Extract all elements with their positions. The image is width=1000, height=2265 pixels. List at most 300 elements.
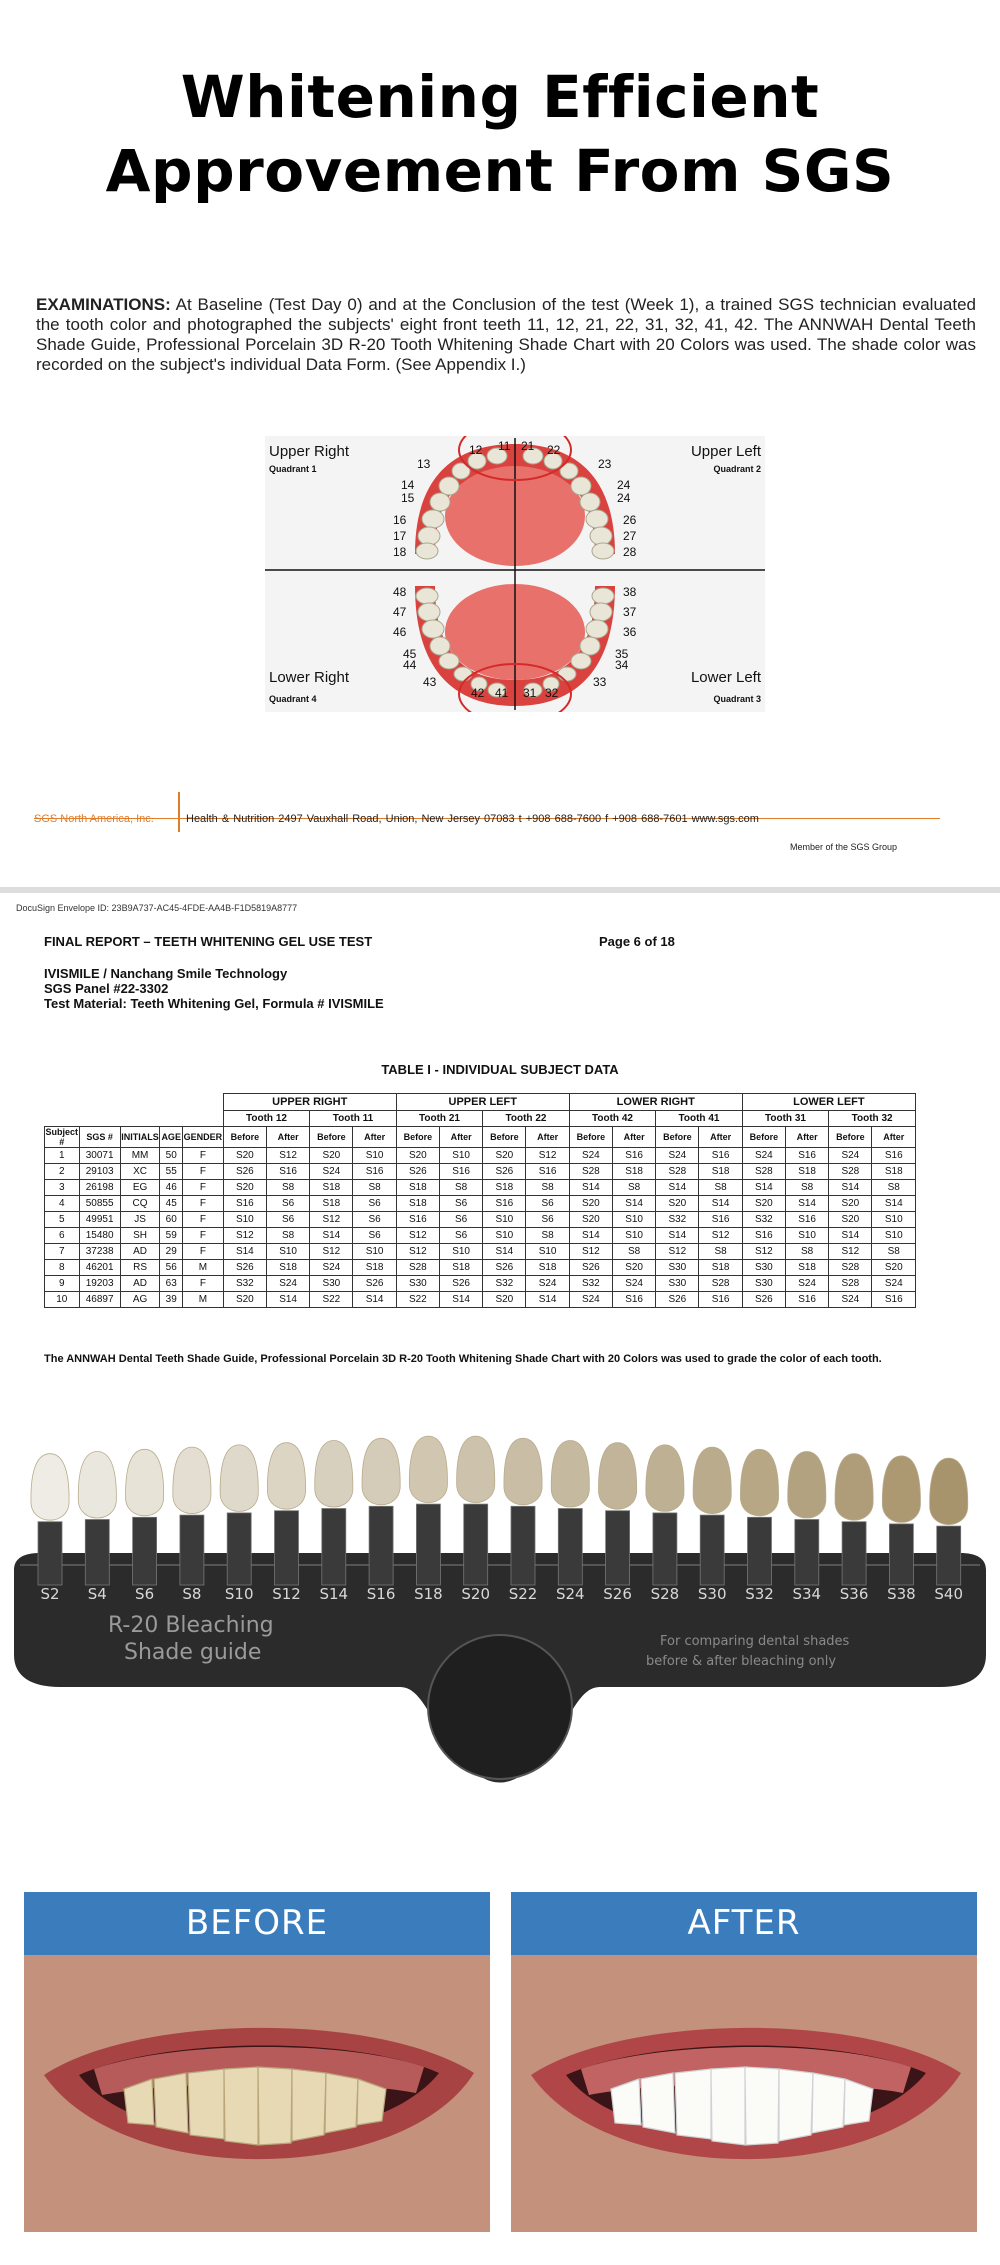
table-cell: S10 — [872, 1212, 916, 1228]
shade-tab-stem — [606, 1511, 630, 1585]
table-cell: JS — [120, 1212, 160, 1228]
shade-tab-stem — [38, 1522, 62, 1585]
shade-tooth — [740, 1449, 778, 1516]
tooth-number: 17 — [393, 529, 407, 543]
table-cell: S24 — [526, 1276, 569, 1292]
tooth-number: 38 — [623, 585, 637, 599]
table-cell: F — [183, 1276, 224, 1292]
table-cell: S24 — [569, 1292, 612, 1308]
table-cell: S12 — [396, 1244, 439, 1260]
shade-tooth — [267, 1443, 305, 1510]
page-separator — [0, 887, 1000, 893]
shade-tab-stem — [889, 1524, 913, 1585]
table-cell: S24 — [742, 1148, 785, 1164]
table-cell: S16 — [872, 1148, 916, 1164]
table-cell: 49951 — [79, 1212, 120, 1228]
table-cell: 6 — [45, 1228, 80, 1244]
table-cell: S6 — [526, 1212, 569, 1228]
table-head — [45, 1094, 916, 1148]
table-cell: S16 — [612, 1148, 655, 1164]
table-cell: S30 — [656, 1276, 699, 1292]
table-cell: 4 — [45, 1196, 80, 1212]
tooth-header: Tooth 42 — [569, 1111, 656, 1127]
table-row — [45, 1180, 916, 1196]
table-cell: S12 — [742, 1244, 785, 1260]
tooth-number: 21 — [521, 439, 535, 453]
table-cell: RS — [120, 1260, 160, 1276]
table-cell: S10 — [353, 1148, 396, 1164]
table-cell: S10 — [872, 1228, 916, 1244]
column-header-before: Before — [396, 1127, 439, 1148]
table-row — [45, 1212, 916, 1228]
table-cell: S20 — [742, 1196, 785, 1212]
table-cell: F — [183, 1148, 224, 1164]
shade-guide-title-line-2: Shade guide — [124, 1640, 262, 1665]
after-heading: AFTER — [511, 1892, 977, 1955]
shade-label: S4 — [87, 1585, 107, 1603]
tooth-number: 43 — [423, 675, 437, 689]
table-cell: S12 — [310, 1244, 353, 1260]
column-header-row — [45, 1127, 916, 1148]
column-header-after: After — [353, 1127, 396, 1148]
table-cell: S16 — [396, 1212, 439, 1228]
tooth-number: 16 — [393, 513, 407, 527]
table-cell: S20 — [483, 1292, 526, 1308]
tooth-header: Tooth 12 — [223, 1111, 310, 1127]
shade-tooth — [315, 1441, 353, 1508]
table-cell: S28 — [829, 1276, 872, 1292]
table-cell: S18 — [266, 1260, 309, 1276]
table-cell: S16 — [266, 1164, 309, 1180]
subject-data-table — [44, 1093, 916, 1308]
table-title: TABLE I - INDIVIDUAL SUBJECT DATA — [381, 1062, 619, 1077]
table-cell: S30 — [742, 1260, 785, 1276]
table-cell: S28 — [569, 1164, 612, 1180]
tooth-number: 28 — [623, 545, 637, 559]
headline-line-2: Approvement From SGS — [105, 137, 895, 205]
table-cell: S26 — [483, 1164, 526, 1180]
tooth-number: 26 — [623, 513, 637, 527]
column-header-after: After — [526, 1127, 569, 1148]
column-header-after: After — [872, 1127, 916, 1148]
tooth-number: 47 — [393, 605, 407, 619]
docusign-envelope-id: DocuSign Envelope ID: 23B9A737-AC45-4FDE-AA4B-F1D5819A8777 — [16, 903, 298, 913]
table-cell: S10 — [526, 1244, 569, 1260]
headline-line-1: Whitening Efficient — [180, 63, 820, 131]
table-cell: S14 — [656, 1228, 699, 1244]
table-cell: S14 — [353, 1292, 396, 1308]
quadrant-4-label: Quadrant 4 — [269, 694, 317, 704]
table-cell: 55 — [160, 1164, 183, 1180]
table-cell: S8 — [699, 1180, 742, 1196]
column-header: AGE — [160, 1127, 183, 1148]
table-cell: S6 — [353, 1228, 396, 1244]
table-cell: S16 — [699, 1148, 742, 1164]
table-cell: 29 — [160, 1244, 183, 1260]
table-cell: S10 — [483, 1212, 526, 1228]
table-cell: S16 — [439, 1164, 482, 1180]
column-header-after: After — [439, 1127, 482, 1148]
sgs-address: Health & Nutrition 2497 Vauxhall Road, Union, New Jersey 07083 t +908 688-7600 f +908 688-7601 www.sgs.com — [186, 813, 759, 825]
table-cell: S12 — [699, 1228, 742, 1244]
table-cell: S12 — [396, 1228, 439, 1244]
shade-tab-stem — [937, 1526, 961, 1585]
table-cell: 37238 — [79, 1244, 120, 1260]
table-cell: S18 — [699, 1260, 742, 1276]
table-cell: S8 — [785, 1180, 828, 1196]
table-row — [45, 1228, 916, 1244]
table-cell: S10 — [266, 1244, 309, 1260]
table-cell: AD — [120, 1276, 160, 1292]
table-cell: S24 — [829, 1148, 872, 1164]
table-cell: 15480 — [79, 1228, 120, 1244]
shade-tooth — [173, 1447, 211, 1514]
table-cell: M — [183, 1260, 224, 1276]
table-row — [45, 1164, 916, 1180]
table-cell: S8 — [699, 1244, 742, 1260]
table-row — [45, 1148, 916, 1164]
table-row — [45, 1196, 916, 1212]
table-cell: S18 — [699, 1164, 742, 1180]
table-cell: S30 — [310, 1276, 353, 1292]
table-cell: S12 — [656, 1244, 699, 1260]
table-cell: S14 — [310, 1228, 353, 1244]
table-cell: S8 — [353, 1180, 396, 1196]
table-cell: S24 — [310, 1164, 353, 1180]
table-cell: S22 — [396, 1292, 439, 1308]
table-cell: S8 — [266, 1180, 309, 1196]
table-cell: 59 — [160, 1228, 183, 1244]
table-cell: M — [183, 1292, 224, 1308]
table-cell: S26 — [223, 1164, 266, 1180]
table-cell: S10 — [612, 1212, 655, 1228]
table-cell: S16 — [699, 1292, 742, 1308]
footer-divider — [178, 792, 180, 832]
shade-label: S10 — [224, 1585, 254, 1603]
table-cell: 29103 — [79, 1164, 120, 1180]
tooth-header: Tooth 31 — [742, 1111, 829, 1127]
table-cell: S20 — [612, 1260, 655, 1276]
table-cell: S24 — [569, 1148, 612, 1164]
tooth-header: Tooth 11 — [310, 1111, 397, 1127]
table-cell: S24 — [310, 1260, 353, 1276]
table-cell: S12 — [223, 1228, 266, 1244]
shade-label: S12 — [272, 1585, 301, 1603]
table-cell: 19203 — [79, 1276, 120, 1292]
table-cell: S30 — [396, 1276, 439, 1292]
upper-left-label: Upper Left — [690, 443, 761, 460]
column-header-before: Before — [310, 1127, 353, 1148]
tooth-number: 24 — [617, 478, 631, 492]
table-cell: S20 — [310, 1148, 353, 1164]
table-footnote: The ANNWAH Dental Teeth Shade Guide, Professional Porcelain 3D R-20 Tooth Whitening Shade Chart with 20 Colors was used to grade the color of each tooth. — [44, 1353, 882, 1365]
table-cell: S10 — [439, 1244, 482, 1260]
table-cell: S12 — [266, 1148, 309, 1164]
shade-guide-note-line-2: before & after bleaching only — [646, 1654, 837, 1669]
table-cell: S12 — [569, 1244, 612, 1260]
tooth-number: 45 — [403, 647, 417, 661]
shade-tab-stem — [369, 1506, 393, 1585]
shade-tooth — [930, 1458, 968, 1525]
column-header: GENDER — [183, 1127, 224, 1148]
table-cell: S16 — [785, 1292, 828, 1308]
table-cell: 3 — [45, 1180, 80, 1196]
lower-right-label: Lower Right — [269, 669, 350, 686]
group-header-row — [45, 1094, 916, 1111]
column-header-before: Before — [656, 1127, 699, 1148]
table-cell: S8 — [612, 1180, 655, 1196]
table-cell: S26 — [439, 1276, 482, 1292]
tooth-quadrant-chart — [265, 436, 765, 712]
table-cell: S8 — [526, 1180, 569, 1196]
table-row — [45, 1292, 916, 1308]
table-cell: S18 — [353, 1260, 396, 1276]
sgs-member-note: Member of the SGS Group — [790, 842, 898, 852]
quadrant-2-label: Quadrant 2 — [713, 464, 761, 474]
table-cell: S24 — [872, 1276, 916, 1292]
table-cell: S20 — [656, 1196, 699, 1212]
table-cell: S6 — [439, 1196, 482, 1212]
shade-label: S24 — [555, 1585, 585, 1603]
tooth-header: Tooth 21 — [396, 1111, 483, 1127]
examinations-label: EXAMINATIONS: — [36, 295, 171, 314]
shade-label: S16 — [366, 1585, 396, 1603]
shade-label: S14 — [319, 1585, 349, 1603]
shade-tab-stem — [85, 1520, 109, 1586]
column-header: SGS # — [79, 1127, 120, 1148]
table-cell: 45 — [160, 1196, 183, 1212]
lower-left-label: Lower Left — [690, 669, 761, 686]
table-cell: S10 — [439, 1148, 482, 1164]
column-header-before: Before — [483, 1127, 526, 1148]
shade-label: S6 — [135, 1585, 155, 1603]
table-cell: S26 — [223, 1260, 266, 1276]
shade-tooth — [362, 1438, 400, 1505]
table-cell: S12 — [526, 1148, 569, 1164]
column-header-before: Before — [569, 1127, 612, 1148]
table-cell: 1 — [45, 1148, 80, 1164]
table-cell: S32 — [569, 1276, 612, 1292]
column-header-after: After — [612, 1127, 655, 1148]
shade-label: S26 — [603, 1585, 632, 1603]
tooth-number: 24 — [617, 491, 631, 505]
table-cell: 10 — [45, 1292, 80, 1308]
tooth-header-row — [45, 1111, 916, 1127]
table-cell: S26 — [396, 1164, 439, 1180]
table-cell: S18 — [310, 1180, 353, 1196]
table-cell: S20 — [569, 1196, 612, 1212]
tooth-number: 48 — [393, 585, 407, 599]
table-cell: S18 — [310, 1196, 353, 1212]
group-header: UPPER LEFT — [396, 1094, 569, 1111]
table-cell: F — [183, 1180, 224, 1196]
table-cell: S8 — [612, 1244, 655, 1260]
table-cell: S26 — [483, 1260, 526, 1276]
table-row — [45, 1244, 916, 1260]
table-cell: F — [183, 1244, 224, 1260]
shade-tooth — [220, 1445, 258, 1512]
shade-label: S40 — [934, 1585, 964, 1603]
table-cell: S16 — [526, 1164, 569, 1180]
table-cell: S24 — [612, 1276, 655, 1292]
table-cell: S14 — [699, 1196, 742, 1212]
shade-label: S38 — [887, 1585, 916, 1603]
table-cell: S8 — [785, 1244, 828, 1260]
table-cell: S20 — [223, 1292, 266, 1308]
table-cell: S16 — [353, 1164, 396, 1180]
table-cell: S6 — [266, 1196, 309, 1212]
column-header-before: Before — [223, 1127, 266, 1148]
before-heading: BEFORE — [24, 1892, 490, 1955]
table-cell: S6 — [353, 1196, 396, 1212]
table-cell: S28 — [699, 1276, 742, 1292]
table-cell: S6 — [439, 1212, 482, 1228]
table-cell: S26 — [353, 1276, 396, 1292]
table-cell: S20 — [829, 1212, 872, 1228]
tooth-number: 11 — [498, 439, 511, 453]
table-cell: 46 — [160, 1180, 183, 1196]
table-cell: S16 — [223, 1196, 266, 1212]
tooth-number: 34 — [615, 658, 629, 672]
shade-guide-title-line-1: R-20 Bleaching — [108, 1613, 274, 1638]
shade-tab-stem — [416, 1504, 440, 1585]
shade-tab-stem — [133, 1517, 157, 1585]
table-cell: S24 — [829, 1292, 872, 1308]
table-cell: S18 — [612, 1164, 655, 1180]
table-cell: S30 — [656, 1260, 699, 1276]
table-cell: S6 — [353, 1212, 396, 1228]
table-cell: S28 — [829, 1260, 872, 1276]
table-cell: S12 — [310, 1212, 353, 1228]
shade-tooth — [551, 1441, 589, 1508]
table-cell: S18 — [396, 1196, 439, 1212]
table-cell: S14 — [872, 1196, 916, 1212]
shade-tab-stem — [464, 1504, 488, 1585]
table-cell: S16 — [742, 1228, 785, 1244]
table-cell: S14 — [656, 1180, 699, 1196]
shade-tooth — [693, 1447, 731, 1514]
shade-tooth — [126, 1449, 164, 1516]
table-cell: S18 — [439, 1260, 482, 1276]
table-cell: S14 — [526, 1292, 569, 1308]
tooth-number: 36 — [623, 625, 637, 639]
column-header: INITIALS — [120, 1127, 160, 1148]
table-cell: S10 — [483, 1228, 526, 1244]
tooth-number: 22 — [547, 443, 561, 457]
table-cell: S20 — [872, 1260, 916, 1276]
table-cell: S22 — [310, 1292, 353, 1308]
table-cell: S28 — [396, 1260, 439, 1276]
table-cell: S16 — [785, 1212, 828, 1228]
table-cell: S14 — [612, 1196, 655, 1212]
group-header: LOWER RIGHT — [569, 1094, 742, 1111]
table-cell: F — [183, 1228, 224, 1244]
tooth-chart-graphic — [265, 436, 765, 712]
upper-right-label: Upper Right — [269, 443, 350, 460]
tooth-number: 35 — [615, 647, 629, 661]
table-cell: S26 — [656, 1292, 699, 1308]
shade-tooth — [599, 1443, 637, 1510]
table-cell: 8 — [45, 1260, 80, 1276]
table-cell: S26 — [742, 1292, 785, 1308]
tooth-number: 23 — [598, 457, 612, 471]
examinations-text: At Baseline (Test Day 0) and at the Conclusion of the test (Week 1), a trained SGS technician evaluated the tooth color and photographed the subjects' eight front teeth 11, 12, 21, 22, 31, 32, 41, 42. The ANNWAH Dental Teeth Shade Guide, Professional Porcelain 3D R-20 Tooth Whitening Shade Chart with 20 Colors was used. The shade color was recorded on the subject's individual Data Form. (See Appendix I.) — [36, 295, 976, 374]
tooth-number: 31 — [523, 686, 537, 700]
table-cell: S14 — [829, 1228, 872, 1244]
report-title: FINAL REPORT – TEETH WHITENING GEL USE TEST — [44, 934, 373, 949]
shade-tooth — [835, 1454, 873, 1521]
table-cell: S28 — [742, 1164, 785, 1180]
shade-tab-stem — [558, 1509, 582, 1586]
table-body — [45, 1148, 916, 1308]
table-cell: S16 — [612, 1292, 655, 1308]
table-cell: 46897 — [79, 1292, 120, 1308]
table-cell: S10 — [785, 1228, 828, 1244]
shade-tooth — [457, 1436, 495, 1503]
report-panel: SGS Panel #22-3302 — [44, 981, 169, 996]
shade-guide-thumb-hole — [428, 1635, 572, 1779]
shade-label: S18 — [414, 1585, 443, 1603]
table-cell: S14 — [439, 1292, 482, 1308]
report-material: Test Material: Teeth Whitening Gel, Formula # IVISMILE — [44, 996, 384, 1011]
shade-tooth — [504, 1438, 542, 1505]
examinations-paragraph — [36, 295, 976, 375]
table-cell: F — [183, 1212, 224, 1228]
table-cell: 63 — [160, 1276, 183, 1292]
after-panel — [511, 1892, 977, 2232]
tooth-number: 46 — [393, 625, 407, 639]
table-cell: 46201 — [79, 1260, 120, 1276]
table-cell: F — [183, 1164, 224, 1180]
table-cell: S14 — [569, 1180, 612, 1196]
table-cell: S14 — [223, 1244, 266, 1260]
table-cell: S14 — [829, 1180, 872, 1196]
after-smile-photo — [511, 1955, 977, 2232]
table-cell: S8 — [526, 1228, 569, 1244]
table-cell: 56 — [160, 1260, 183, 1276]
shade-guide-note-line-1: For comparing dental shades — [660, 1634, 850, 1649]
table-cell: S18 — [872, 1164, 916, 1180]
table-cell: S14 — [742, 1180, 785, 1196]
table-cell: S14 — [785, 1196, 828, 1212]
table-cell: S18 — [396, 1180, 439, 1196]
tooth-number: 27 — [623, 529, 637, 543]
sgs-company-name: SGS North America, Inc. — [34, 813, 154, 825]
tooth-number: 41 — [495, 686, 509, 700]
group-header: UPPER RIGHT — [223, 1094, 396, 1111]
tooth-number: 44 — [403, 658, 417, 672]
table-cell: S8 — [266, 1228, 309, 1244]
tooth-number: 14 — [401, 478, 415, 492]
tooth-number: 13 — [417, 457, 431, 471]
table-cell: 2 — [45, 1164, 80, 1180]
tooth-number: 42 — [471, 686, 485, 700]
table-cell: S8 — [439, 1180, 482, 1196]
table-cell: S32 — [483, 1276, 526, 1292]
shade-tab-stem — [795, 1520, 819, 1586]
table-cell: 5 — [45, 1212, 80, 1228]
table-cell: S6 — [439, 1228, 482, 1244]
before-panel — [24, 1892, 490, 2232]
report-client: IVISMILE / Nanchang Smile Technology — [44, 966, 288, 981]
shade-tooth — [646, 1445, 684, 1512]
table-cell: S20 — [396, 1148, 439, 1164]
table-cell: 50855 — [79, 1196, 120, 1212]
table-cell: AG — [120, 1292, 160, 1308]
tooth-number: 32 — [545, 686, 559, 700]
tooth-header: Tooth 32 — [829, 1111, 916, 1127]
shade-label: S8 — [182, 1585, 202, 1603]
